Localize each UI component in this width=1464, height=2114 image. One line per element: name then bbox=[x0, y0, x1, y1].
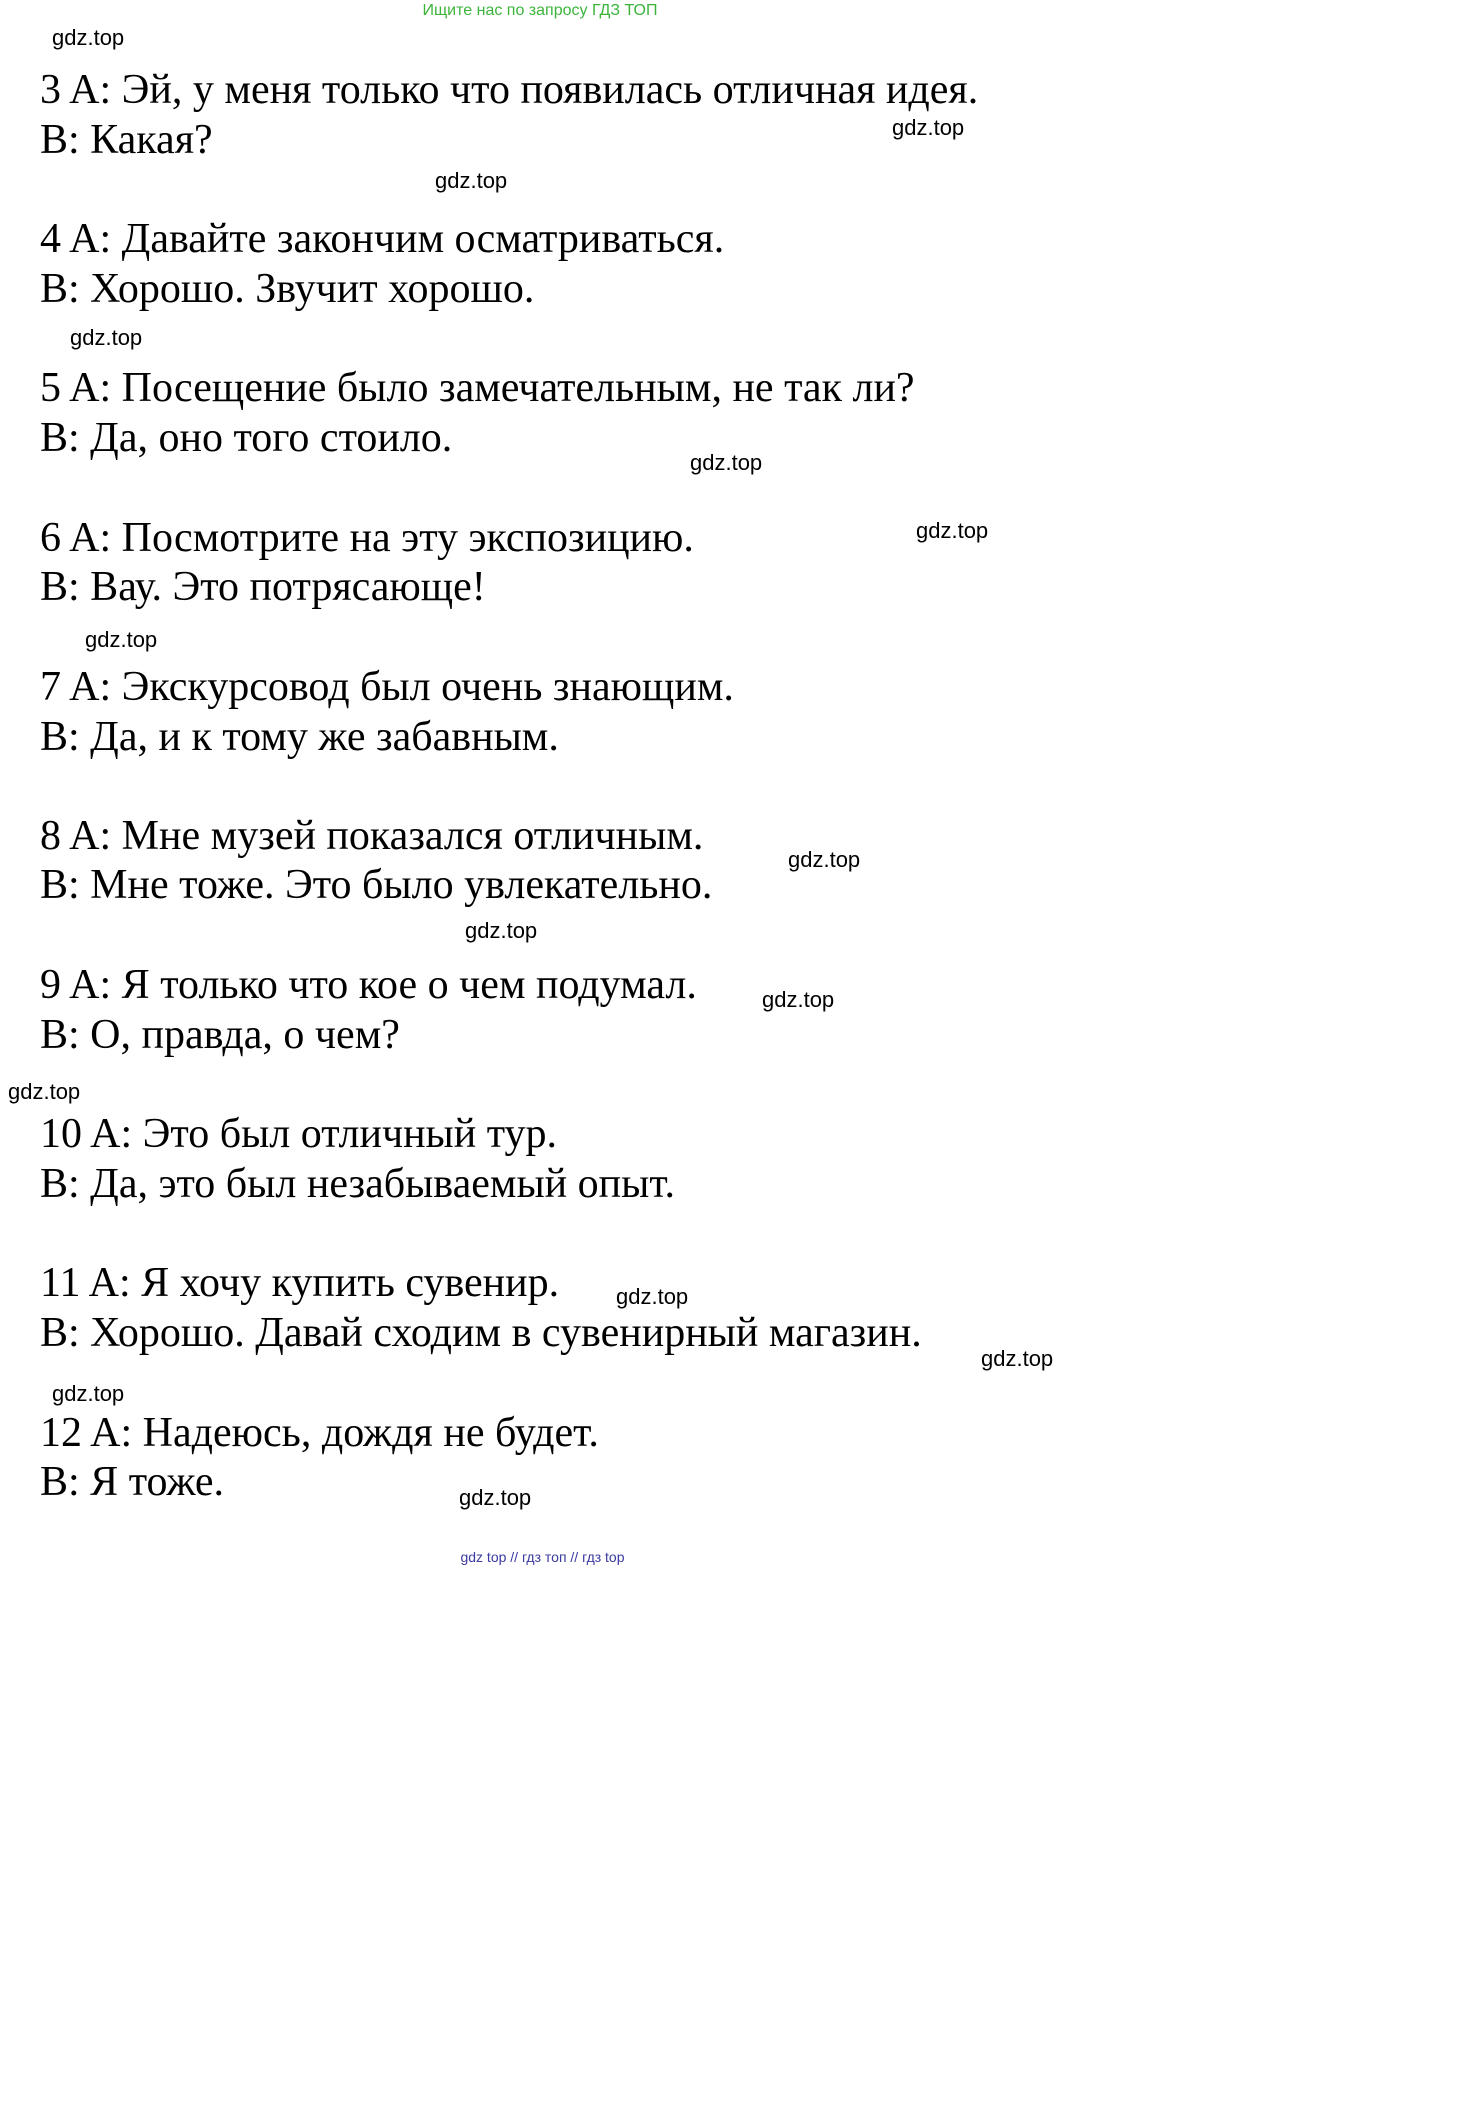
watermark: gdz.top bbox=[8, 1079, 81, 1104]
dialogue-7-line-a: 7 A: Экскурсовод был очень знающим. bbox=[40, 664, 734, 710]
dialogue-12-line-a: 12 A: Надеюсь, дождя не будет. bbox=[40, 1410, 599, 1456]
watermark: gdz.top bbox=[690, 450, 763, 475]
dialogue-9-line-a: 9 A: Я только что кое о чем подумал. bbox=[40, 962, 697, 1008]
watermark: gdz.top bbox=[465, 918, 538, 943]
watermark: gdz.top bbox=[435, 168, 508, 193]
dialogue-8-line-a: 8 A: Мне музей показался отличным. bbox=[40, 813, 704, 859]
dialogue-3-line-b: B: Какая? bbox=[40, 117, 213, 163]
dialogue-10-line-b: B: Да, это был незабываемый опыт. bbox=[40, 1161, 676, 1207]
watermark: gdz.top bbox=[459, 1485, 532, 1510]
watermark: gdz.top bbox=[52, 25, 125, 50]
watermark: gdz.top bbox=[85, 627, 158, 652]
footer-links: gdz top // гдз топ // гдз top bbox=[460, 1549, 625, 1565]
dialogue-9-line-b: B: О, правда, о чем? bbox=[40, 1012, 400, 1058]
watermark: gdz.top bbox=[788, 847, 861, 872]
dialogue-5-line-b: B: Да, оно того стоило. bbox=[40, 415, 453, 461]
dialogue-6-line-a: 6 A: Посмотрите на эту экспозицию. bbox=[40, 515, 694, 561]
dialogue-11-line-a: 11 A: Я хочу купить сувенир. bbox=[40, 1260, 560, 1306]
watermark: gdz.top bbox=[892, 115, 965, 140]
top-search-hint: Ищите нас по запросу ГДЗ ТОП bbox=[422, 2, 658, 19]
watermark: gdz.top bbox=[70, 325, 143, 350]
watermark: gdz.top bbox=[616, 1284, 689, 1309]
dialogue-4-line-b: B: Хорошо. Звучит хорошо. bbox=[40, 266, 535, 312]
dialogue-6-line-b: B: Вау. Это потрясающе! bbox=[40, 564, 486, 610]
dialogue-10-line-a: 10 A: Это был отличный тур. bbox=[40, 1111, 558, 1157]
dialogue-11-line-b: B: Хорошо. Давай сходим в сувенирный магазин. bbox=[40, 1310, 922, 1356]
dialogue-5-line-a: 5 A: Посещение было замечательным, не так ли? bbox=[40, 365, 915, 411]
watermark: gdz.top bbox=[762, 987, 835, 1012]
dialogue-4-line-a: 4 A: Давайте закончим осматриваться. bbox=[40, 216, 725, 262]
dialogue-8-line-b: B: Мне тоже. Это было увлекательно. bbox=[40, 862, 713, 908]
dialogue-7-line-b: B: Да, и к тому же забавным. bbox=[40, 714, 559, 760]
watermark: gdz.top bbox=[916, 518, 989, 543]
watermark: gdz.top bbox=[52, 1381, 125, 1406]
dialogue-12-line-b: B: Я тоже. bbox=[40, 1459, 225, 1505]
dialogue-3-line-a: 3 A: Эй, у меня только что появилась отличная идея. bbox=[40, 67, 979, 113]
watermark: gdz.top bbox=[981, 1346, 1054, 1371]
